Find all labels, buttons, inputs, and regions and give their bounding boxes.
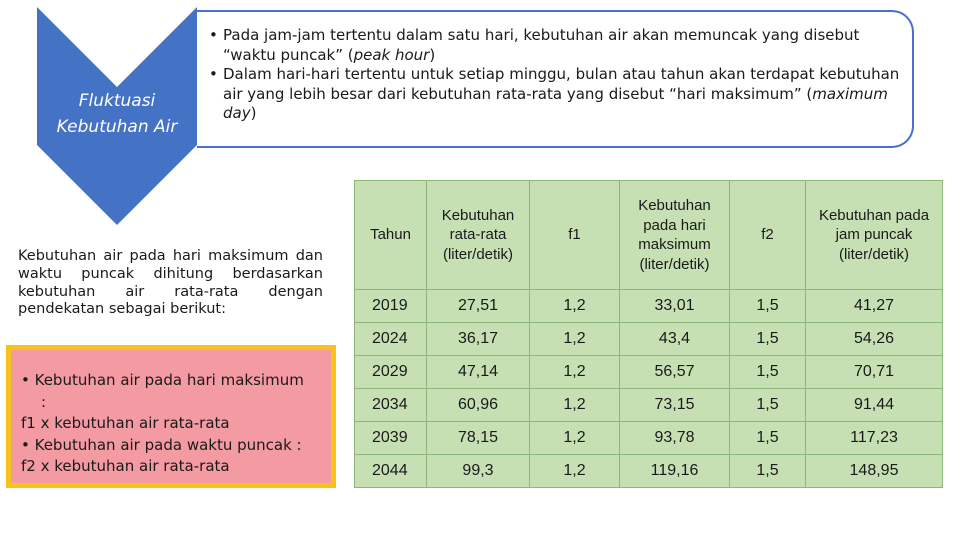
formula-line-2: : [41,392,47,411]
cell-jam-puncak: 70,71 [806,356,943,389]
cell-jam-puncak: 54,26 [806,323,943,356]
cell-f2: 1,5 [730,356,806,389]
cell-tahun: 2029 [355,356,427,389]
chevron-title-line-1: Fluktuasi [78,91,156,111]
cell-rata-rata: 99,3 [427,455,530,488]
cell-f1: 1,2 [530,356,620,389]
callout-bullet-1: • Pada jam-jam tertentu dalam satu hari, kebutuhan air akan memuncak yang disebut “waktu puncak” (peak hour) [209,26,860,64]
cell-f1: 1,2 [530,323,620,356]
cell-hari-maksimum: 33,01 [620,290,730,323]
header-kebutuhan-hari-maksimum: Kebutuhan pada hari maksimum (liter/detik) [620,181,730,290]
table-row [355,389,943,422]
cell-hari-maksimum: 93,78 [620,422,730,455]
formula-line-3: f1 x kebutuhan air rata-rata [21,414,230,433]
cell-hari-maksimum: 73,15 [620,389,730,422]
header-kebutuhan-jam-puncak: Kebutuhan pada jam puncak (liter/detik) [806,181,943,290]
cell-f2: 1,5 [730,422,806,455]
callout-bullet-2-italic: maximum day [223,84,888,122]
callout-bullet-2: • Dalam hari-hari tertentu untuk setiap minggu, bulan atau tahun akan terdapat kebutuhan air yang lebih besar dari kebutuhan rata-rata yang disebut “hari maksimum” (maximum day) [209,65,900,122]
cell-jam-puncak: 41,27 [806,290,943,323]
formula-line-1: • Kebutuhan air pada hari maksimum [21,371,304,389]
cell-f1: 1,2 [530,389,620,422]
header-f1: f1 [530,181,620,290]
cell-f2: 1,5 [730,323,806,356]
cell-tahun: 2019 [355,290,427,323]
cell-f2: 1,5 [730,290,806,323]
cell-rata-rata: 78,15 [427,422,530,455]
chevron-title [37,88,197,140]
cell-f1: 1,2 [530,422,620,455]
cell-rata-rata: 36,17 [427,323,530,356]
cell-f2: 1,5 [730,455,806,488]
cell-hari-maksimum: 56,57 [620,356,730,389]
cell-f1: 1,2 [530,290,620,323]
cell-jam-puncak: 91,44 [806,389,943,422]
table-row [355,422,943,455]
header-tahun: Tahun [355,181,427,290]
callout-bullet-1-text: Pada jam-jam tertentu dalam satu hari, kebutuhan air akan memuncak yang disebut “waktu puncak” ( [223,26,860,64]
table-row [355,290,943,323]
cell-jam-puncak: 117,23 [806,422,943,455]
cell-hari-maksimum: 43,4 [620,323,730,356]
formula-line-5: f2 x kebutuhan air rata-rata [21,457,230,476]
table-row [355,455,943,488]
table-row [355,356,943,389]
header-kebutuhan-rata-rata: Kebutuhan rata-rata (liter/detik) [427,181,530,290]
cell-f1: 1,2 [530,455,620,488]
cell-hari-maksimum: 119,16 [620,455,730,488]
header-f2: f2 [730,181,806,290]
cell-rata-rata: 60,96 [427,389,530,422]
table-header-row [355,181,943,290]
callout-bullet-1-italic: peak hour [353,45,430,64]
cell-tahun: 2039 [355,422,427,455]
callout-bullet-1-tail: ) [429,45,436,64]
cell-tahun: 2024 [355,323,427,356]
callout-bullet-2-tail: ) [250,104,257,122]
callout-bullet-list [197,12,912,124]
formula-box [6,345,336,488]
cell-jam-puncak: 148,95 [806,455,943,488]
callout-bullet-2-text: Dalam hari-hari tertentu untuk setiap minggu, bulan atau tahun akan terdapat kebutuhan air yang lebih besar dari kebutuhan rata-rata yang disebut “hari maksimum” ( [223,65,900,103]
callout-box [197,10,914,148]
cell-rata-rata: 47,14 [427,356,530,389]
water-demand-table [354,180,943,488]
cell-tahun: 2034 [355,389,427,422]
table-row [355,323,943,356]
explanation-paragraph: Kebutuhan air pada hari maksimum dan waktu puncak dihitung berdasarkan kebutuhan air rata-rata dengan pendekatan sebagai berikut: [18,248,323,318]
cell-f2: 1,5 [730,389,806,422]
cell-rata-rata: 27,51 [427,290,530,323]
chevron-title-line-2: Kebutuhan Air [56,117,178,137]
formula-line-4: • Kebutuhan air pada waktu puncak : [21,435,302,454]
cell-tahun: 2044 [355,455,427,488]
